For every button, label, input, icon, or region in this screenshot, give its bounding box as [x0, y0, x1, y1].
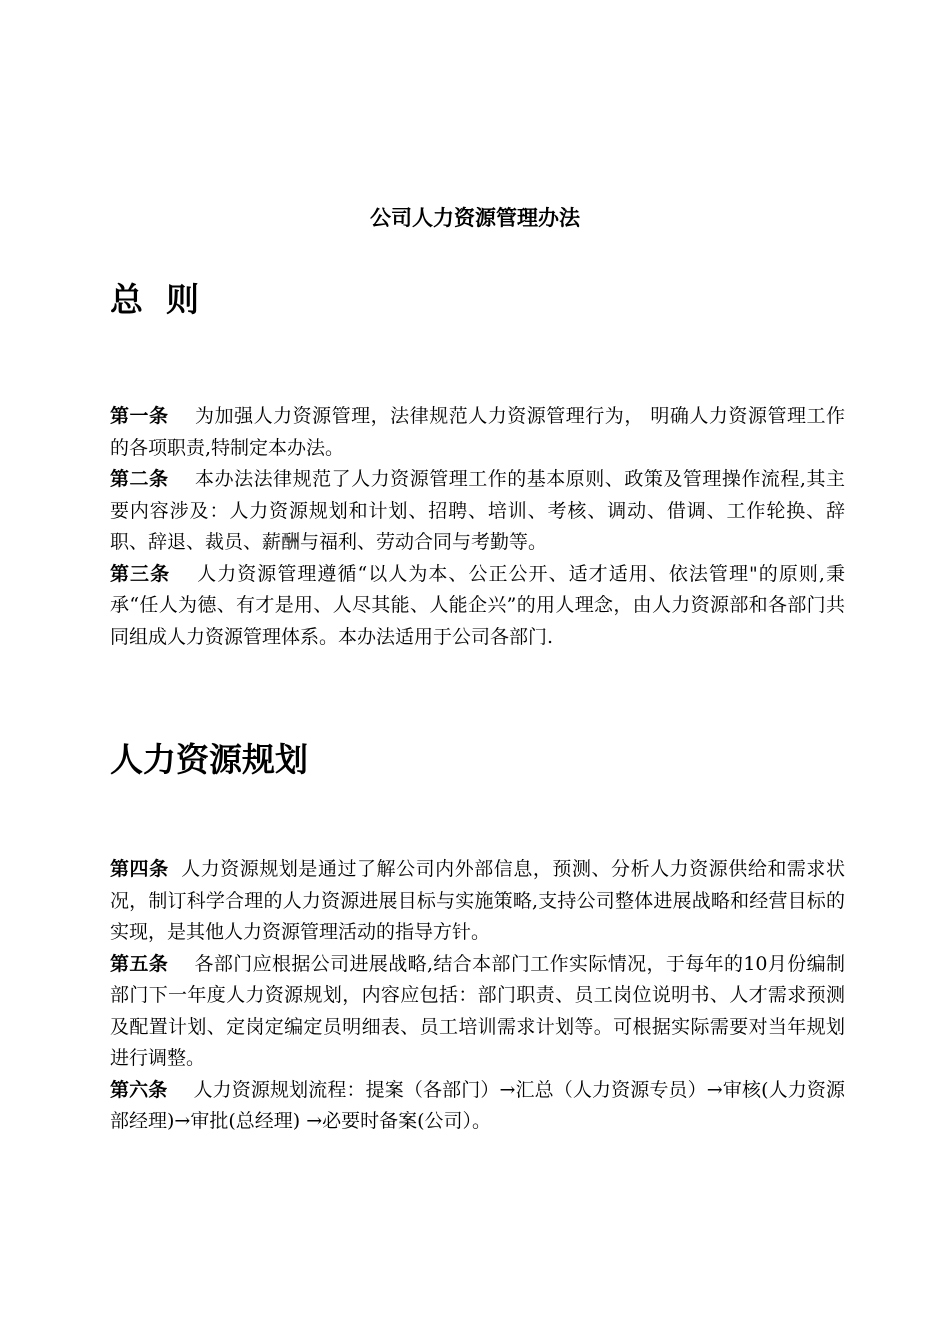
article-3 [110, 559, 845, 654]
article-label: 第三条 [110, 562, 171, 585]
section-hr-planning [110, 854, 845, 1138]
article-label: 第四条 [110, 858, 169, 880]
article-text: 人力资源规划是通过了解公司内外部信息，预测、分析人力资源供给和需求状况，制订科学合理的人力资源进展目标与实施策略,支持公司整体进展战略和经营目标的实现，是其他人力资源管理活动的指导方针。 [110, 858, 845, 943]
article-label: 第五条 [110, 952, 169, 975]
article-label: 第二条 [110, 468, 169, 490]
article-label: 第一条 [110, 405, 169, 427]
section-heading-hr-planning: 人力资源规划 [110, 740, 308, 779]
article-text: 本办法法律规范了人力资源管理工作的基本原则、政策及管理操作流程,其主要内容涉及：人力资源规划和计划、招聘、培训、考核、调动、借调、工作轮换、辞职、辞退、裁员、薪酬与福利、劳动合同与考勤等。 [110, 468, 845, 553]
article-6 [110, 1075, 845, 1138]
article-text: 各部门应根据公司进展战略,结合本部门工作实际情况，于每年的10月份编制部门下一年度人力资源规划，内容应包括：部门职责、员工岗位说明书、人才需求预测及配置计划、定岗定编定员明细表、员工培训需求计划等。可根据实际需要对当年规划进行调整。 [110, 952, 845, 1069]
article-5 [110, 949, 845, 1075]
article-label: 第六条 [110, 1078, 168, 1101]
article-text: 人力资源管理遵循“以人为本、公正公开、适才适用、依法管理"的原则,秉承“任人为德、有才是用、人尽其能、人能企兴”的用人理念，由人力资源部和各部门共同组成人力资源管理体系。本办法适用于公司各部门. [110, 562, 845, 648]
article-text: 人力资源规划流程：提案（各部门）→汇总（人力资源专员）→审核(人力资源部经理)→审批(总经理) →必要时备案(公司）。 [110, 1078, 845, 1132]
article-2 [110, 464, 845, 559]
section-heading-general-provisions: 总 则 [110, 280, 199, 319]
article-text: 为加强人力资源管理，法律规范人力资源管理行为， 明确人力资源管理工作的各项职责,特制定本办法。 [110, 405, 845, 459]
document-title: 公司人力资源管理办法 [370, 206, 580, 230]
section-general-provisions [110, 401, 845, 653]
article-1 [110, 401, 845, 464]
article-4 [110, 854, 845, 949]
